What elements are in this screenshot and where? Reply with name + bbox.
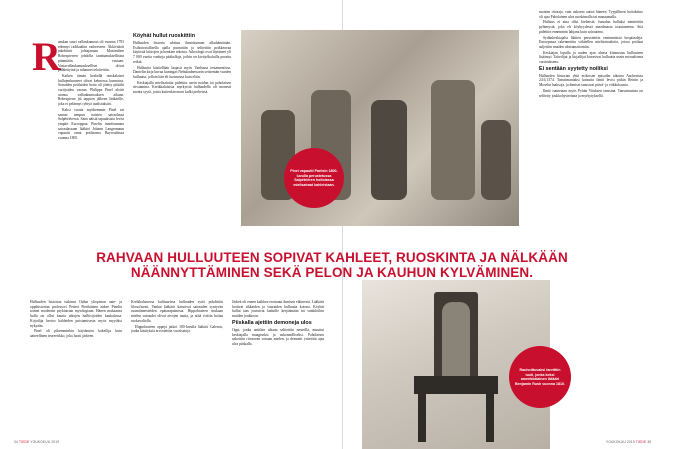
paragraph: Hulluutta käsitellään laajasti myös Vanhassa testamentissa. Danielin kirja kuvaa kuningas Nebukadnessarin seitsemän vuoden hulluutta, jolloin hän eli luonnossa kuin eläin. <box>133 65 231 79</box>
article-column-lower-2 <box>131 300 223 436</box>
paragraph: Hulluus ei aina ollut kielteistä. Jumalan hulluksi nimitettiin pyhimystä, joka eli köyhyydessä maailmasta irtautuneena. Sitä pidettiin ennemmin lahjana kuin sairautena. <box>539 20 643 34</box>
issue-label: YOUKOKUU 2019 <box>30 440 60 444</box>
article-column-lower-3 <box>232 300 324 436</box>
photo-figure <box>481 120 511 200</box>
magazine-label: TIEDE <box>635 440 647 444</box>
section-heading: Köyhät hullut ruoskittiin <box>133 33 195 39</box>
chair-leg <box>486 392 494 442</box>
paragraph: Kaksi vuotta myöhemmin Pinel sai saman tempun naisten sairaalassa Salpêtrièressä. Sana näistä tapauksista levisi ympäri Eurooppaa. Pinelin innoittamana sairaalassaan lääkäri Johann Langermann vapautti omat potilaansa Bayreuthissa vuonna 1805. <box>58 107 124 141</box>
page-number: 34 <box>14 440 18 444</box>
pull-quote: RAHVAAN HULLUUTEEN SOPIVAT KAHLEET, RUOSKINTA JA NÄLKÄÄN NÄÄNNYTTÄMINEN SEKÄ PELON JA KAUHUN KYLVÄMINEN. <box>96 250 568 280</box>
historical-photo-asylum <box>241 30 519 226</box>
footer-right <box>606 440 651 444</box>
photo-caption-badge: Rauhoittuvaksi tarvittiin tuoli, jonka keksi amerikkalainen lääkäri Benjamin Rush vuonna 1810. <box>509 346 571 408</box>
section-heading: Piiskalla ajettiin demoneja ulos <box>232 319 312 326</box>
article-column-1 <box>58 40 124 240</box>
page-number: 35 <box>647 440 652 444</box>
paragraph: Ilmiö tunnetaan myös Pyhän Vituksen tanssina. Tanssimaniaa on selitetty joukkohysteriana ja myrkytyksellä. <box>539 88 643 98</box>
photo-caption-badge: Pinel vapautti Pariisin 1800-luvulla perustetussa Salpêtrièren hoitolassa mielisairaat kahleistaan. <box>284 148 344 208</box>
magazine-label: TIEDE <box>18 440 30 444</box>
paragraph: Järkeä oli ennen kaikkea erottanut ihmisen eläimestä. Lääkärit hoitivat rikkaiden ja vauraiden hulluutta kotona. Köyhät hullut taas joutuivat kaduille kerjäämään tai vankiloihin muiden joukkoon. <box>232 300 324 319</box>
drop-cap: R <box>32 34 61 79</box>
photo-figure <box>371 100 407 200</box>
chair-leg <box>418 392 426 442</box>
paragraph: anskan suuri vallankumous oli vuonna 1793 edennyt radikaaliin vaiheeseen. Äkkiväärät jakobiinit johtajanaan Maximilien Robespierren johdolla taantumuksellisina pitämiään vastaan. Vastavallankumoukselliset olivat pidätettyinä ja tuhannet teloitettiin. <box>58 40 124 73</box>
paragraph: Keskiajalla mielisairaita pidettiin usein noidan tai paholaisen riivaamina. Kreikkalaisista myrkyistä hulluudella oli monesti monta syytä, joista kuitenkin moni kulki perheissä. <box>133 80 231 95</box>
paragraph: Sydänkeskiajalta lähtien perustettiin ensimmäisiä hospitaaleja. Euroopassa rakennettiin vähitellen mielisairaaloita, joissa potilaat suljettiin muiden ulottumattomiin. <box>539 35 643 49</box>
paragraph: Oppi, jonka antiikin aikaan selitettiin nesteillä, muuttui keskiajalla maagiseksi ja uskonnolliseksi. Paholaisen uskottiin riivaavan sairaan mielen, ja demonit yritettiin ajaa ulos piiskalla. <box>232 327 324 346</box>
paragraph: Hulluuden historian yhtä erikoisen episodin aikoina Aachenissa 24.6.1374. Tanssimaniaksi kutsuttu ilmiö levisi pitkin Reinin ja Moselin laaksoja, ja ihmiset tanssivat päivä- ja viikkokausia. <box>539 73 643 88</box>
paragraph: monien riivaaja, vain uskonto auttoi häneen. Tyypillinen hoitokeino oli ajaa Paholainen ulos ruoskimalla tai manaamalla. <box>539 10 643 19</box>
paragraph: Hippokrateen oppeja jatkoi 100-luvulla lääkäri Galenos, jonka käsityksiä arvostettiin vuosisatoja. <box>131 324 223 334</box>
article-column-2 <box>133 32 231 242</box>
photo-figure <box>431 80 475 200</box>
footer-left <box>14 440 59 444</box>
article-column-lower-1 <box>30 300 122 436</box>
section-heading: Ei sentään syytetty noiliksi <box>539 65 608 72</box>
paragraph: Kaiken tämän keskellä ranskalaiset hullujenhuoneet olivat kehnossa kunnossa. Sairaiden potilaiden hoito oli jätetty pitkälti vartijoiden varaan. Philippe Pinel aloitti uransa vallankumouksen aikana. Robespierre jäi tappion jälkeen lääkärille, joka ei pelännyt ryhtyä uudistuksiin. <box>58 73 124 107</box>
paragraph: Kreikkalaisessa kulttuurissa hulluuden syitä pohdittiin filosofisesti. Vanhat lääkärit katsoivat sairauden syntyvän ruumiinnesteiden epätasapainosta. Hippokrateen mukaan mielen sairaudet olivat aivojen tautia, ja niitä voitiin hoitaa ruokavaliolla. <box>131 300 223 323</box>
paragraph: Pinel oli pikemminkin käytännön kokeilija kuin aatteellinen teoreetikko, joka luotti järkeen. <box>30 329 122 338</box>
paragraph: Keskiajan lopulla ja uuden ajan alussa kiinnostus hulluuteen lisääntyi. Taiteilijat ja kirjailijat kuvasivat hulluutta usein moraalisena varoituksena. <box>539 50 643 65</box>
issue-label: YOUKOKUU 2019 <box>606 440 635 444</box>
paragraph: Hulluuden historia ulottuu ihmiskunnan alkuhämärään. Esihistoriallisella ajalla punnittiin ja selitettiin poikkeavaa käytöstä kiistojen ja henkien tekoina. Arkeologit ovat löytäneet yli 7 000 vuotta vanhoja pääkalloja, joihin on kivityökaluilla porattu reikiä. <box>133 41 231 64</box>
paragraph: Hulluuden historiaa tutkinut Oulun yliopiston aate- ja oppihistorian professori Petteri Pietikäinen näkee Pinelin toimet modernin psykiatrian mytologiaan. Hänen mukaansa hullu on ollut kautta aikojen hallitsijoiden kaukalossa. Kirjailija kertoo kahleiden poistamisesta myös myytiksi nykyään. <box>30 300 122 328</box>
